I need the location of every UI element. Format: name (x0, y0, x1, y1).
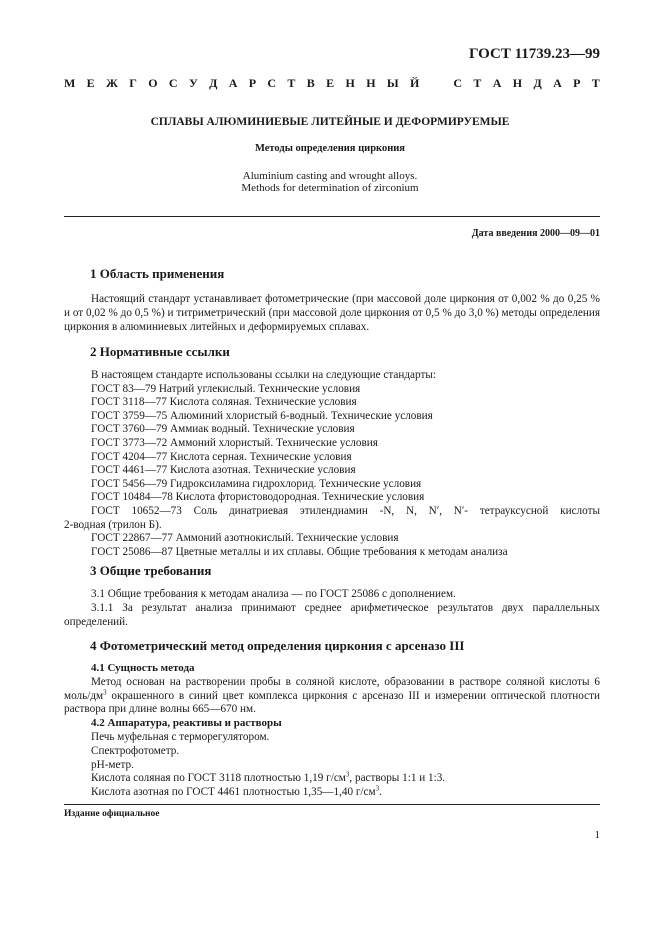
banner-letter: А (553, 76, 562, 90)
reference-item: ГОСТ 3760—79 Аммиак водный. Технические условия (91, 423, 355, 436)
reagent-hcl (64, 772, 600, 786)
english-title (60, 170, 600, 194)
clause-4-1-text-a: Метод основан на растворении пробы в соляной кислоте, образовании в растворе соляной кислоты 6 моль/дм (64, 675, 600, 702)
section-1-body (64, 292, 600, 334)
section-2-heading: 2 Нормативные ссылки (90, 344, 230, 359)
banner-letter: Р (573, 76, 581, 90)
reference-item: ГОСТ 3773—72 Аммоний хлористый. Технические условия (91, 436, 378, 449)
banner-letter: Т (287, 76, 296, 90)
reference-item: ГОСТ 10484—78 Кислота фтористоводородная. Технические условия (91, 491, 425, 504)
banner-letter: Н (512, 76, 523, 90)
english-title-line2: Methods for determination of zirconium (241, 182, 419, 194)
banner-letter: Д (209, 76, 218, 90)
apparatus-item: Спектрофотометр. (91, 744, 180, 757)
section-3-heading: 3 Общие требования (90, 563, 212, 578)
banner-letter: О (148, 76, 158, 90)
reference-list (64, 383, 600, 560)
section-4-body (64, 662, 600, 800)
edition-note: Издание официальное (64, 809, 160, 819)
banner-letter: Т (473, 76, 482, 90)
clause-3-1: 3.1 Общие требования к методам анализа — по ГОСТ 25086 с дополнением. (91, 588, 456, 600)
reference-item: ГОСТ 25086—87 Цветные металлы и их сплавы. Общие требования к методам анализа (91, 545, 508, 558)
banner-letter: С (267, 76, 277, 90)
clause-4-1-heading: 4.1 Сущность метода (91, 662, 195, 674)
banner-letter: М (64, 76, 76, 90)
banner-letter: Н (345, 76, 355, 90)
section-2-body (64, 369, 600, 559)
banner-letter: А (228, 76, 238, 90)
banner-letter: Г (129, 76, 137, 90)
banner-letter: А (492, 76, 502, 90)
introduction-date: Дата введения 2000—09—01 (471, 228, 600, 239)
section-1-text: Настоящий стандарт устанавливает фотометрические (при массовой доле циркония от 0,002 % до 0,25 % и от 0,02 % до 0,5 %) и титриметрический (при массовой доле циркония от 0,5 % до 3,0 %) методы определения циркония в алюминиевых литейных и деформируемых сплавах. (64, 293, 600, 333)
reference-item-trilon-cont: 2-водная (трилон Б). (64, 518, 162, 531)
banner-letter: Ж (106, 76, 118, 90)
reference-item: ГОСТ 3118—77 Кислота соляная. Технические условия (91, 396, 357, 409)
banner-letter: Т (591, 76, 600, 90)
title-divider (64, 216, 600, 217)
apparatus-item: pH-метр. (91, 758, 134, 771)
section-1-heading: 1 Область применения (90, 266, 225, 281)
banner-letter: Р (248, 76, 257, 90)
banner-letter: С (453, 76, 463, 90)
reference-item: ГОСТ 5456—79 Гидроксиламина гидрохлорид. Технические условия (91, 477, 422, 490)
apparatus-item: Печь муфельная с терморегулятором. (91, 730, 270, 743)
clause-4-2-heading: 4.2 Аппаратура, реактивы и растворы (91, 717, 282, 730)
section-4-heading: 4 Фотометрический метод определения циркония с арсеназо III (90, 638, 465, 653)
unit-superscript: 3 (375, 784, 380, 793)
document-subtitle: Методы определения циркония (254, 143, 405, 154)
section-2-intro: В настоящем стандарте использованы ссылки на следующие стандарты: (91, 369, 436, 381)
reference-item: ГОСТ 4204—77 Кислота серная. Технические условия (91, 450, 352, 463)
reagent-hcl-b: , растворы 1:1 и 1:3. (349, 772, 446, 785)
document-title: СПЛАВЫ АЛЮМИНИЕВЫЕ ЛИТЕЙНЫЕ И ДЕФОРМИРУЕМЫЕ (150, 116, 510, 128)
unit-superscript: 3 (345, 770, 350, 779)
english-title-line1: Aluminium casting and wrought alloys. (242, 170, 418, 182)
banner-letter: Д (533, 76, 542, 90)
reference-item: ГОСТ 83—79 Натрий углекислый. Технические условия (91, 382, 361, 395)
banner-letter: Й (410, 76, 420, 90)
reference-item: ГОСТ 4461—77 Кислота азотная. Технические условия (91, 464, 356, 477)
banner-letter: У (188, 76, 198, 90)
reagent-hcl-a: Кислота соляная по ГОСТ 3118 плотностью 1,19 г/см (91, 772, 346, 785)
interstate-standard-banner (64, 76, 600, 91)
clause-3-1-1: 3.1.1 За результат анализа принимают среднее арифметическое результатов двух параллельных определений. (64, 602, 600, 628)
banner-letter: В (306, 76, 315, 90)
banner-letter: Е (326, 76, 335, 90)
section-3-body (64, 587, 600, 629)
unit-superscript: 3 (103, 687, 107, 696)
reagent-hno3-a: Кислота азотная по ГОСТ 4461 плотностью 1,35—1,40 г/см (91, 786, 376, 799)
footer-divider (64, 804, 600, 805)
reference-item: ГОСТ 22867—77 Аммоний азотнокислый. Технические условия (91, 532, 399, 545)
reference-item: ГОСТ 3759—75 Алюминий хлористый 6-водный. Технические условия (91, 409, 433, 422)
banner-letter: Е (86, 76, 95, 90)
clause-4-1-text-b: окрашенного в синий цвет комплекса циркония с арсеназо III и измерении оптической плотности раствора при длине волны 665—670 нм. (64, 689, 600, 716)
page-number: 1 (594, 829, 600, 841)
clause-4-1-text (64, 676, 600, 717)
banner-letter: Ы (386, 76, 399, 90)
reagent-hno3-b: . (379, 786, 382, 799)
banner-letter: С (168, 76, 178, 90)
reagent-hno3 (64, 786, 600, 800)
standard-code: ГОСТ 11739.23—99 (468, 46, 600, 62)
reference-item-trilon: ГОСТ 10652—73 Соль динатриевая этилендиамин -N, N, N′, N′- тетрауксусной кислоты (91, 504, 600, 517)
banner-letter: Н (366, 76, 376, 90)
